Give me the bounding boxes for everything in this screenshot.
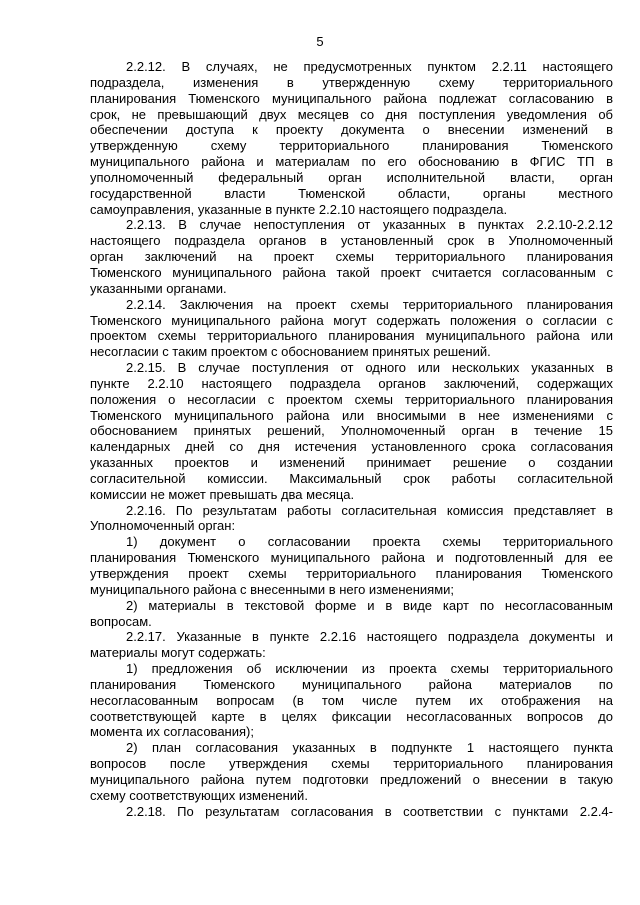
text-line: согласительной комиссии. Максимальный срок работы согласительной (90, 470, 613, 486)
text-line: соответствующей карте в целях фиксации несогласованных вопросов до (90, 708, 613, 724)
text-line: несогласии с таким проектом с обоснованием принятых решений. (90, 344, 491, 360)
paragraph (90, 59, 613, 217)
text-line: указанных проектов и изменений принимает решение о создании (90, 455, 613, 471)
paragraph (90, 804, 613, 820)
text-line: настоящего подраздела органов в установленный срок в Уполномоченный (90, 233, 613, 249)
text-line: вопросов после утверждения схемы территориального планирования (90, 756, 613, 772)
paragraph (90, 598, 613, 630)
paragraph (90, 661, 613, 740)
paragraph (90, 629, 613, 661)
text-line: 2.2.13. В случае непоступления от указанных в пунктах 2.2.10-2.2.12 (126, 217, 613, 233)
text-line: проектом схемы территориального планирования муниципального района или (90, 328, 613, 344)
text-line: утвержденную схему территориального планирования Тюменского (90, 138, 613, 154)
text-line: Уполномоченный орган: (90, 518, 236, 534)
text-line: государственной власти Тюменской области, органы местного (90, 185, 613, 201)
paragraph (90, 503, 613, 535)
text-line: обоснованием принятых решений, Уполномоченный орган в течение 15 (90, 423, 613, 439)
paragraph (90, 360, 613, 503)
text-line: Тюменского муниципального района или вносимыми в нее изменениями с (90, 407, 613, 423)
text-line: материалы могут содержать: (90, 645, 266, 661)
text-line: орган заключений на проект схемы территориального планирования (90, 249, 613, 265)
paragraph (90, 740, 613, 803)
page-number: 5 (316, 34, 324, 49)
paragraph (90, 217, 613, 296)
text-line: Тюменского муниципального района могут содержать положения о согласии с (90, 312, 613, 328)
text-line: 2.2.18. По результатам согласования в соответствии с пунктами 2.2.4- (126, 803, 613, 819)
text-line: схему соответствующих изменений. (90, 787, 308, 803)
text-line: срок, не превышающий двух месяцев со дня поступления уведомления об (90, 106, 613, 122)
paragraph (90, 534, 613, 597)
text-line: календарных дней со дня истечения установленного срока согласования (90, 439, 613, 455)
text-line: 2.2.16. По результатам работы согласительная комиссия представляет в (126, 502, 613, 518)
text-line: положения о несогласии с проектом схемы территориального планирования (90, 391, 613, 407)
text-line: муниципального района и материалам по его обоснованию в ФГИС ТП в (90, 154, 613, 170)
text-line: уполномоченный федеральный орган исполнительной власти, орган (90, 169, 613, 185)
text-line: планирования Тюменского муниципального района подлежат согласованию в (90, 90, 613, 106)
text-line: Тюменского муниципального района такой проект считается согласованным с (90, 264, 613, 280)
text-line: 2.2.15. В случае поступления от одного или нескольких указанных в (126, 360, 613, 376)
text-line: указанными органами. (90, 280, 227, 296)
document-body (90, 59, 613, 820)
text-line: 2.2.17. Указанные в пункте 2.2.16 настоящего подраздела документы и (126, 629, 613, 645)
text-line: момента их согласования); (90, 724, 254, 740)
text-line: обеспечении доступа к проекту документа о внесении изменений в (90, 122, 613, 138)
text-line: пункте 2.2.10 настоящего подраздела органов заключений, содержащих (90, 375, 613, 391)
text-line: 1) документ о согласовании проекта схемы территориального (126, 534, 613, 550)
text-line: утверждения проект схемы территориального планирования Тюменского (90, 566, 613, 581)
text-line: муниципального района путем подготовки предложений о внесении в такую (90, 771, 613, 787)
text-line: 2) план согласования указанных в подпункте 1 настоящего пункта (126, 740, 613, 756)
text-line: несогласованным вопросам (в том числе путем их отображения на (90, 692, 613, 708)
text-line: муниципального района с внесенными в него изменениями; (90, 581, 455, 597)
text-line: 2) материалы в текстовой форме и в виде карт по несогласованным (126, 597, 613, 613)
text-line: комиссии не может превышать два месяца. (90, 486, 355, 502)
text-line: 2.2.12. В случаях, не предусмотренных пунктом 2.2.11 настоящего (126, 59, 613, 74)
text-line: подраздела, изменения в утвержденную схему территориального (90, 74, 613, 90)
text-line: 2.2.14. Заключения на проект схемы территориального планирования (126, 296, 613, 312)
text-line: планирования Тюменского муниципального района материалов по (90, 676, 613, 692)
text-line: самоуправления, указанные в пункте 2.2.10 настоящего подраздела. (90, 201, 508, 217)
text-line: 1) предложения об исключении из проекта схемы территориального (126, 661, 613, 677)
text-line: вопросам. (90, 613, 152, 629)
text-line: планирования Тюменского муниципального района и подготовленный для ее (90, 550, 613, 566)
paragraph (90, 297, 613, 360)
